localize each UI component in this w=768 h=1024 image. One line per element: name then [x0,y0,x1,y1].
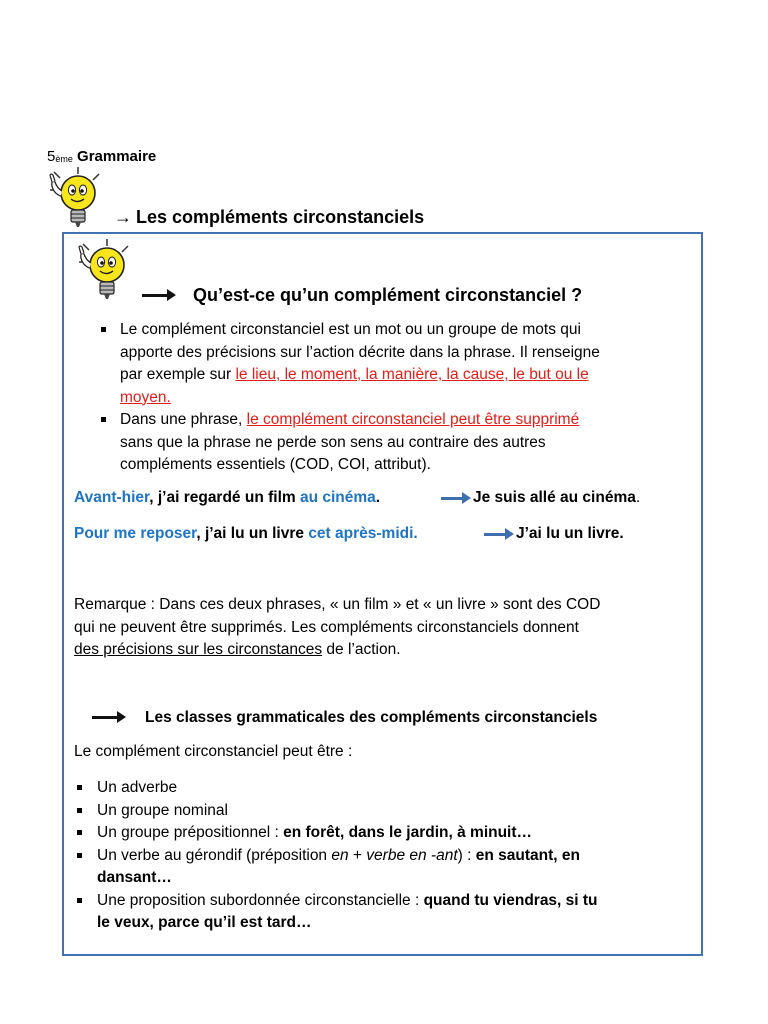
title-text: Les compléments circonstanciels [136,207,425,227]
text-line: Un adverbe [97,779,178,796]
example-text: , j’ai lu un livre [196,525,309,542]
example-sentence-2 [74,525,418,543]
example-text: . [635,489,641,506]
example-sentence-1 [74,489,380,507]
example-text: quand tu viendras, si tu [423,891,598,909]
text-line: Une proposition subordonnée circonstancielle : [97,891,424,909]
highlighted-text: le complément circonstanciel peut être supprimé [246,411,580,428]
list-item [97,890,697,935]
example-text: . [375,489,381,506]
list-item [97,800,697,823]
text-line: qui ne peuvent être supprimés. Les compléments circonstanciels donnent [74,618,579,636]
text-line: compléments essentiels (COD, COI, attribut). [120,456,431,473]
cc-highlight: Pour me reposer [74,525,197,542]
section-heading-definition: Qu’est-ce qu’un complément circonstanciel ? [193,285,583,305]
bullet-square-icon [101,327,106,332]
subject-label: Grammaire [77,148,157,165]
text-line: par exemple sur [120,366,236,383]
text-line: Dans une phrase, [120,411,247,428]
bullet-square-icon [77,808,82,813]
lightbulb-mascot-icon [73,238,135,302]
underlined-text: des précisions sur les circonstances [74,641,323,658]
list-item [120,319,690,409]
list-item [97,777,697,800]
example-text: en sautant, en [475,846,580,864]
text-line: + [348,846,367,864]
text-line: Un groupe nominal [97,801,228,819]
example-text: , j’ai regardé un film [149,489,300,506]
right-arrow-icon [441,492,471,504]
text-line: Un verbe au gérondif (préposition [97,846,332,864]
italic-text: en [331,846,349,864]
section-heading-classes: Les classes grammaticales des compléments circonstanciels [145,709,598,726]
right-arrow-icon [142,289,176,301]
bullet-square-icon [101,417,106,422]
cc-highlight: cet après-midi. [308,525,418,542]
example-result-2: J’ai lu un livre. [516,525,624,542]
highlighted-text: le lieu, le moment, la manière, la cause, le but ou le [235,366,589,383]
classes-list [97,777,697,935]
text-line: apporte des précisions sur l’action décrite dans la phrase. Il renseigne [120,343,600,361]
example-text: le veux, parce qu’il est tard… [97,914,312,931]
text-line: Remarque : Dans ces deux phrases, « un film » et « un livre » sont des COD [74,596,601,613]
page-title [114,207,424,228]
text-line: sans que la phrase ne perde son sens au contraire des autres [120,433,546,451]
lightbulb-mascot-icon [44,166,106,230]
bullet-square-icon [77,830,82,835]
example-text: en forêt, dans le jardin, à minuit… [283,824,533,841]
example-text: Je suis allé au cinéma [473,489,636,506]
list-item [97,845,697,890]
text-line: Un groupe prépositionnel : [97,824,284,841]
italic-text: verbe en -ant [366,846,458,864]
remark-paragraph [74,594,694,662]
grade-label [47,148,156,165]
bullet-square-icon [77,898,82,903]
title-arrow-icon: → [114,207,132,227]
classes-intro: Le complément circonstanciel peut être : [74,743,353,760]
text-line: Le complément circonstanciel est un mot ou un groupe de mots qui [120,321,581,338]
bullet-square-icon [77,853,82,858]
highlighted-text: moyen. [120,388,171,406]
bullet-square-icon [77,785,82,790]
right-arrow-icon [484,528,514,540]
grade-suffix: ème [55,154,73,164]
cc-highlight: Avant-hier [74,489,150,506]
right-arrow-icon [92,711,126,723]
list-item [120,409,690,477]
cc-highlight: au cinéma [299,489,376,506]
text-line: ) : [457,846,476,864]
grade-number: 5 [47,148,56,165]
example-result-1 [473,489,640,507]
example-text: dansant… [97,869,172,886]
list-item [97,822,697,845]
text-line: de l’action. [322,641,401,658]
definition-list [120,319,690,477]
